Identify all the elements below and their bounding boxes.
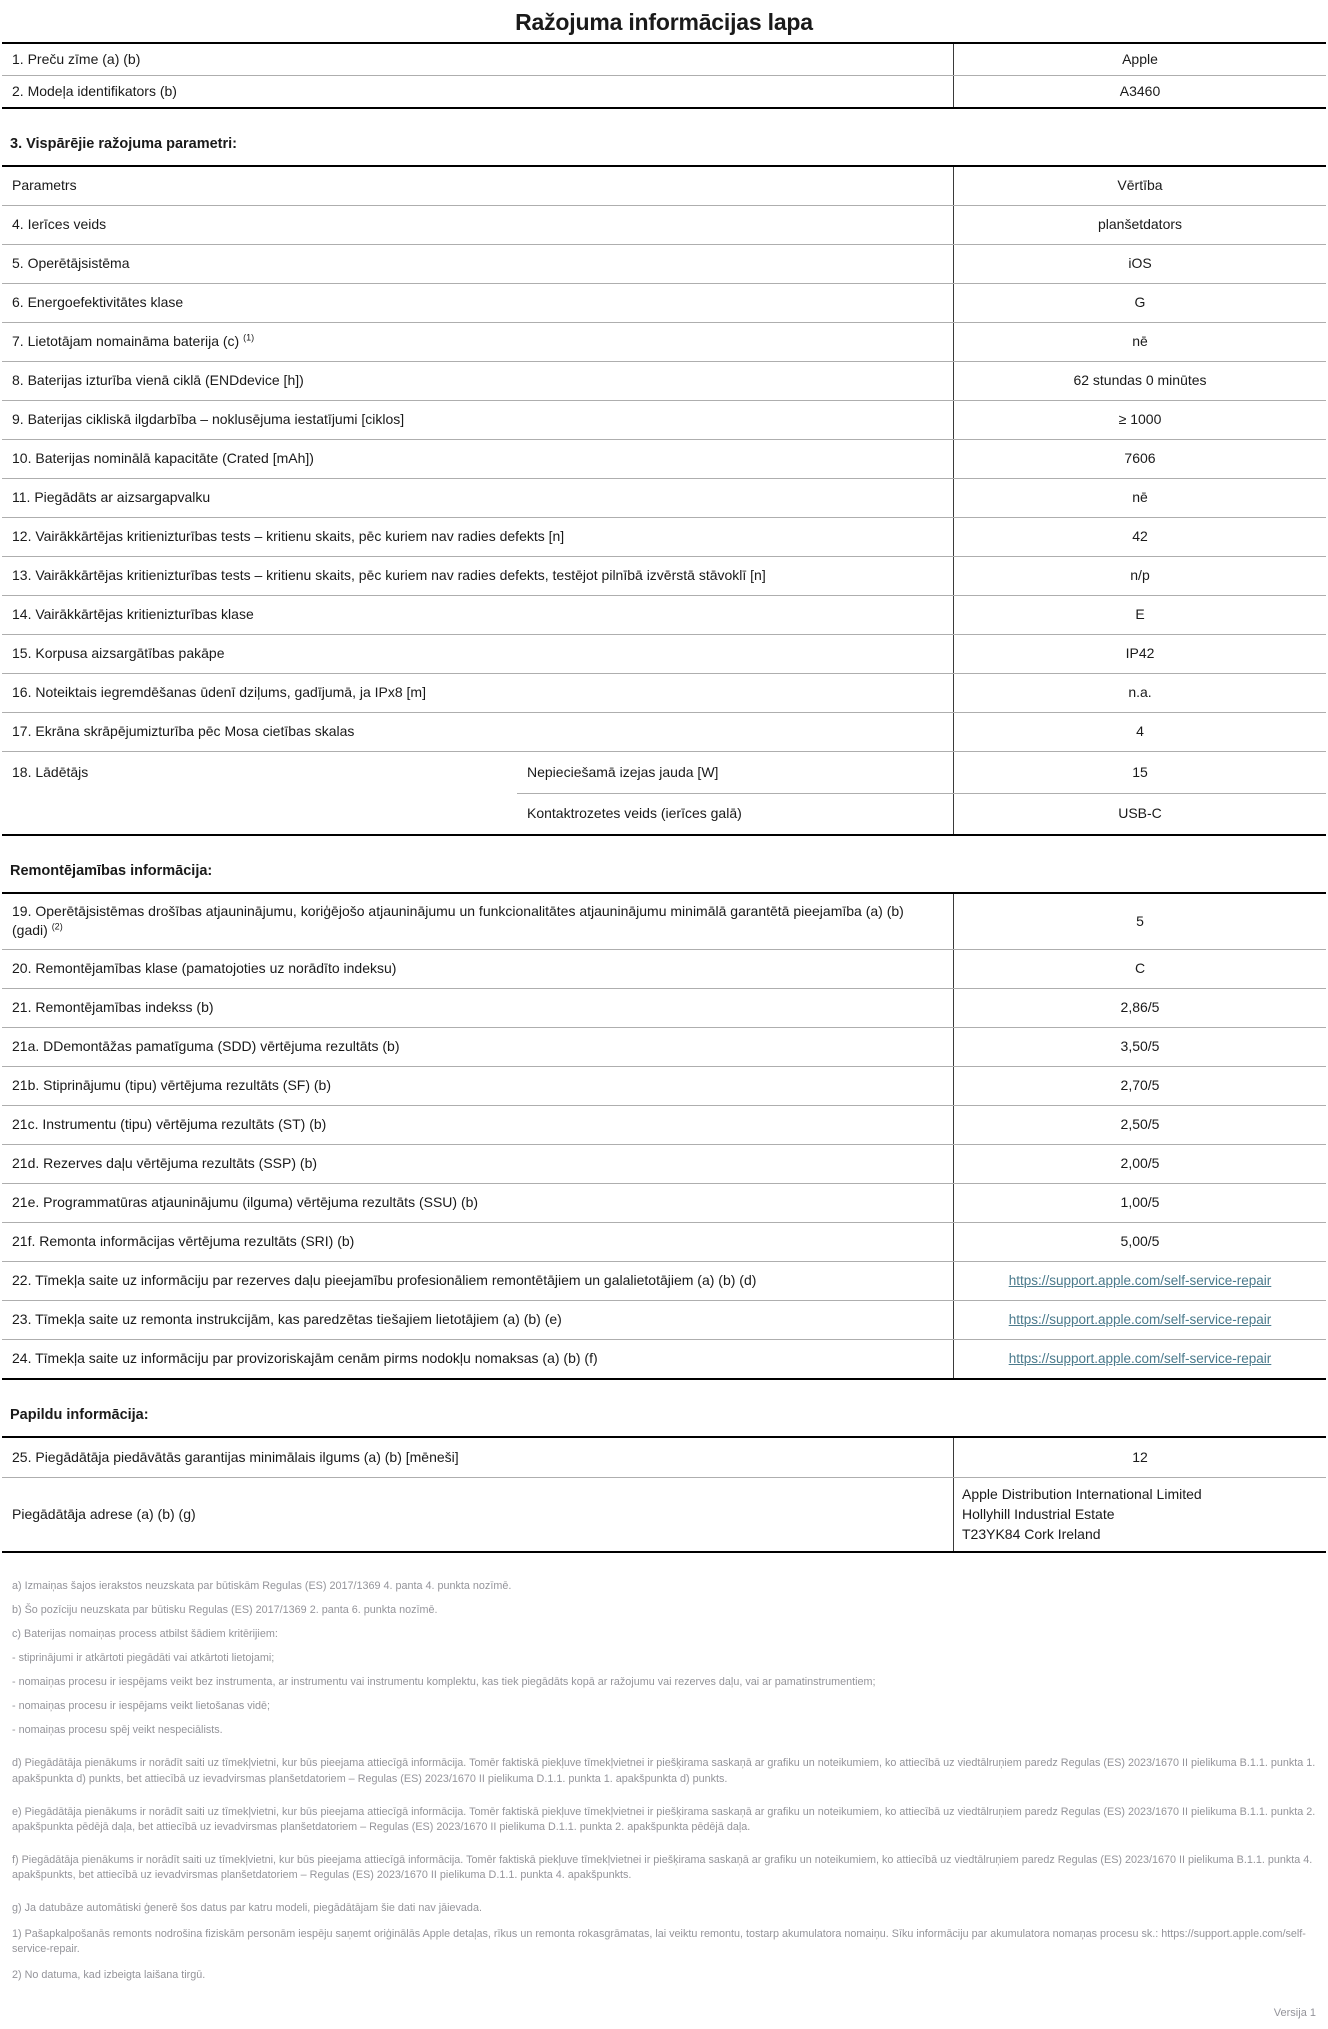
param-value: ≥ 1000 [953,401,1326,439]
param-label: Piegādātāja adrese (a) (b) (g) [12,1505,196,1522]
table-row [2,1066,1326,1105]
self-service-repair-link[interactable]: https://support.apple.com/self-service-repair [1008,1350,1272,1366]
param-value: USB-C [953,794,1326,834]
footnote-ref-2: (2) [51,921,63,932]
table-row [2,1300,1326,1339]
param-label: 21b. Stiprinājumu (tipu) vērtējuma rezultāts (SF) (b) [12,1077,331,1094]
footnote-1: 1) Pašapkalpošanās remonts nodrošina fiziskām personām iespēju saņemt oriģinālās Apple detaļas, rīkus un remonta rokasgrāmatas, lai veiktu remontu, tostarp akumulatora nomaiņu. Sīku informāciju par akumulatora nomaņas procesu sk.: https://support.apple.com/self-service-repair. [12,1928,1306,1956]
param-value: nē [953,323,1326,361]
table-subrow [517,752,1326,793]
footnote-f: f) Piegādātāja pienākums ir norādīt saiti uz tīmekļvietni, kur būs pieejama attiecīgā informācija. Tomēr faktiskā piekļuve tīmekļvietnei ir piešķirama saskaņā ar grafiku un noteikumiem, ko attiecībā uz viedtālruņiem paredz Regulas (ES) 2023/1670 II pielikuma B.1.1. punkta 4. apakšpunkts, bet attiecībā uz ievadvirsmas planšetdatoriem – Regulas (ES) 2023/1670 II pielikuma D.1.1. punkta 4. apakšpunkts. [12,1853,1313,1881]
additional-info-table [2,1436,1326,1553]
table-row [2,1144,1326,1183]
product-info-sheet [0,9,1328,2029]
param-label: 24. Tīmekļa saite uz informāciju par provizoriskajām cenām pirms nodokļu nomaksas (a) (b) (f) [12,1350,598,1367]
param-value: E [953,596,1326,634]
subparam-label: Nepieciešamā izejas jauda [W] [527,763,719,780]
self-service-repair-link[interactable]: https://support.apple.com/self-service-repair [1008,1272,1272,1288]
table-row [2,517,1326,556]
repairability-table [2,892,1326,1380]
param-label: 2. Modeļa identifikators (b) [12,82,177,99]
table-row [2,400,1326,439]
param-value [953,1340,1326,1378]
param-label: 18. Lādētājs [12,763,89,780]
param-value: 1,00/5 [953,1184,1326,1222]
param-label: 6. Energoefektivitātes klase [12,294,184,311]
param-value: IP42 [953,635,1326,673]
page-title: Ražojuma informācijas lapa [515,9,813,35]
param-label: 21e. Programmatūras atjauninājumu (ilguma) vērtējuma rezultāts (SSU) (b) [12,1194,479,1211]
param-label: 17. Ekrāna skrāpējumizturība pēc Mosa cietības skalas [12,723,355,740]
footnote-a: a) Izmaiņas šajos ierakstos neuzskata par būtiskām Regulas (ES) 2017/1369 4. panta 4. punkta nozīmē. [12,1579,512,1592]
table-row [2,949,1326,988]
param-label-text: 19. Operētājsistēmas drošības atjauninājumu, koriģējošo atjauninājumu un funkcionalitātes atjauninājumu minimālā garantētā pieejamība (a) (b) (gadi) [12,903,904,939]
param-label: 4. Ierīces veids [12,216,107,233]
param-label: 8. Baterijas izturība vienā ciklā (ENDdevice [h]) [12,372,304,389]
param-value: C [953,950,1326,988]
footnote-e: e) Piegādātāja pienākums ir norādīt saiti uz tīmekļvietni, kur būs pieejama attiecīgā informācija. Tomēr faktiskā piekļuve tīmekļvietnei ir piešķirama saskaņā ar grafiku un noteikumiem, ko attiecībā uz viedtālruņiem paredz Regulas (ES) 2023/1670 II pielikuma B.1.1. punkta 2. apakšpunkta pēdējā daļa, bet attiecībā uz ievadvirsmas planšetdatoriem – Regulas (ES) 2023/1670 II pielikuma D.1.1. punkta 2. apakšpunkta pēdējā daļa. [12,1805,1316,1833]
supplier-address [953,1478,1326,1551]
param-label: 25. Piegādātāja piedāvātās garantijas minimālais ilgums (a) (b) [mēneši] [12,1448,459,1465]
address-line: T23YK84 Cork Ireland [962,1526,1101,1543]
param-value: 2,70/5 [953,1067,1326,1105]
self-service-repair-link[interactable]: https://support.apple.com/self-service-repair [1008,1311,1272,1327]
param-value: n/p [953,557,1326,595]
version-label: Versija 1 [1273,2006,1316,2019]
charger-subtable [517,752,1326,834]
general-parameters-table [2,165,1326,836]
param-label [2,326,953,357]
column-header-value: Vērtība [953,167,1326,205]
param-value: G [953,284,1326,322]
param-label: 21. Remontējamības indekss (b) [12,999,214,1016]
param-label: 15. Korpusa aizsargātības pakāpe [12,645,225,662]
param-value: 5,00/5 [953,1223,1326,1261]
table-row [2,439,1326,478]
param-label: 21a. DDemontāžas pamatīguma (SDD) vērtējuma rezultāts (b) [12,1038,400,1055]
param-value: 4 [953,713,1326,751]
table-row [2,1222,1326,1261]
section-heading-general: 3. Vispārējie ražojuma parametri: [10,135,238,152]
section-heading-additional: Papildu informācija: [10,1406,149,1423]
table-row [2,283,1326,322]
param-value: iOS [953,245,1326,283]
param-value: n.a. [953,674,1326,712]
table-row [2,361,1326,400]
param-label: 13. Vairākkārtējas kritienizturības tests – kritienu skaits, pēc kuriem nav radies defekts, testējot pilnībā izvērstā stāvoklī [n] [12,567,766,584]
table-row [2,478,1326,517]
param-value: 2,86/5 [953,989,1326,1027]
table-subrow [517,793,1326,834]
param-label [2,896,953,946]
param-value: 5 [953,894,1326,949]
footnote-g: g) Ja datubāze automātiski ģenerē šos datus par katru modeli, piegādātājam šie dati nav jāievada. [12,1902,482,1915]
param-label: 21f. Remonta informācijas vērtējuma rezultāts (SRI) (b) [12,1233,355,1250]
param-label: 21d. Rezerves daļu vērtējuma rezultāts (SSP) (b) [12,1155,318,1172]
param-label: 9. Baterijas cikliskā ilgdarbība – noklusējuma iestatījumi [ciklos] [12,411,405,428]
table-row [2,894,1326,949]
param-label: 20. Remontējamības klase (pamatojoties uz norādīto indeksu) [12,960,397,977]
footnote-d: d) Piegādātāja pienākums ir norādīt saiti uz tīmekļvietni, kur būs pieejama attiecīgā informācija. Tomēr faktiskā piekļuve tīmekļvietnei ir piešķirama saskaņā ar grafiku un noteikumiem, ko attiecībā uz viedtālruņiem paredz Regulas (ES) 2023/1670 II pielikuma B.1.1. punkta 1. apakšpunkta d) punkts, bet attiecībā uz ievadvirsmas planšetdatoriem – Regulas (ES) 2023/1670 II pielikuma D.1.1. punkta 1. apakšpunkta d) punkts. [12,1757,1316,1785]
footnote-ref-1: (1) [243,332,255,343]
param-value: planšetdators [953,206,1326,244]
param-value: 7606 [953,440,1326,478]
param-label: 21c. Instrumentu (tipu) vērtējuma rezultāts (ST) (b) [12,1116,327,1133]
param-label: 14. Vairākkārtējas kritienizturības klase [12,606,254,623]
address-line: Apple Distribution International Limited [962,1485,1202,1502]
section-heading-repairability: Remontējamības informācija: [10,862,213,879]
table-header-row [2,167,1326,205]
table-row [2,1027,1326,1066]
param-value: 15 [953,752,1326,793]
identification-table [2,42,1326,109]
param-value [953,1262,1326,1300]
column-header-parameter: Parametrs [12,177,77,194]
param-value: nē [953,479,1326,517]
table-row [2,988,1326,1027]
param-value: A3460 [953,76,1326,107]
table-row [2,205,1326,244]
param-label: 22. Tīmekļa saite uz informāciju par rezerves daļu pieejamību profesionāliem remontētājiem un galalietotājiem (a) (b) (d) [12,1272,757,1289]
footnote-2: 2) No datuma, kad izbeigta laišana tirgū. [12,1969,206,1982]
table-row [2,712,1326,751]
param-value [953,1301,1326,1339]
param-label: 16. Noteiktais iegremdēšanas ūdenī dziļums, gadījumā, ja IPx8 [m] [12,684,426,701]
table-row [2,75,1326,107]
table-row [2,595,1326,634]
param-label: 23. Tīmekļa saite uz remonta instrukcijām, kas paredzētas tiešajiem lietotājiem (a) (b) (e) [12,1311,562,1328]
footnotes [2,1579,1326,1984]
table-row [2,556,1326,595]
footnote-c-item: - stiprinājumi ir atkārtoti piegādāti vai atkārtoti lietojami; [12,1652,275,1664]
param-value: 62 stundas 0 minūtes [953,362,1326,400]
param-value: 3,50/5 [953,1028,1326,1066]
table-row [2,1261,1326,1300]
table-row [2,1183,1326,1222]
table-row [2,322,1326,361]
table-row [2,634,1326,673]
param-value: 42 [953,518,1326,556]
table-row-charger [2,751,1326,834]
param-label: 12. Vairākkārtējas kritienizturības tests – kritienu skaits, pēc kuriem nav radies defekts [n] [12,528,565,545]
table-row [2,244,1326,283]
param-value: 12 [953,1438,1326,1477]
table-row [2,673,1326,712]
footnote-c: c) Baterijas nomaiņas process atbilst šādiem kritērijiem: [12,1627,278,1640]
footnote-c-item: - nomaiņas procesu ir iespējams veikt bez instrumenta, ar instrumentu vai instrumentu komplektu, kas tiek piegādāts kopā ar ražojumu vai rezerves daļu, vai ar pamatinstrumentiem; [12,1676,876,1689]
footnote-c-item: - nomaiņas procesu ir iespējams veikt lietošanas vidē; [12,1700,271,1713]
param-value: Apple [953,44,1326,75]
param-label-text: 7. Lietotājam nomaināma baterija (c) [12,333,240,350]
param-label: 11. Piegādāts ar aizsargapvalku [12,489,211,506]
param-label: 10. Baterijas nominālā kapacitāte (Crated [mAh]) [12,450,314,467]
table-row [2,44,1326,75]
table-row [2,1105,1326,1144]
subparam-label: Kontaktrozetes veids (ierīces galā) [527,805,742,822]
table-row [2,1339,1326,1378]
param-value: 2,50/5 [953,1106,1326,1144]
address-line: Hollyhill Industrial Estate [962,1506,1115,1523]
param-value: 2,00/5 [953,1145,1326,1183]
footnote-c-item: - nomaiņas procesu spēj veikt nespeciālists. [12,1724,223,1737]
table-row [2,1438,1326,1477]
footnote-b: b) Šo pozīciju neuzskata par būtisku Regulas (ES) 2017/1369 2. panta 6. punkta nozīmē. [12,1603,438,1616]
param-label: 1. Preču zīme (a) (b) [12,51,141,67]
table-row-supplier-address [2,1477,1326,1551]
param-label: 5. Operētājsistēma [12,255,130,272]
